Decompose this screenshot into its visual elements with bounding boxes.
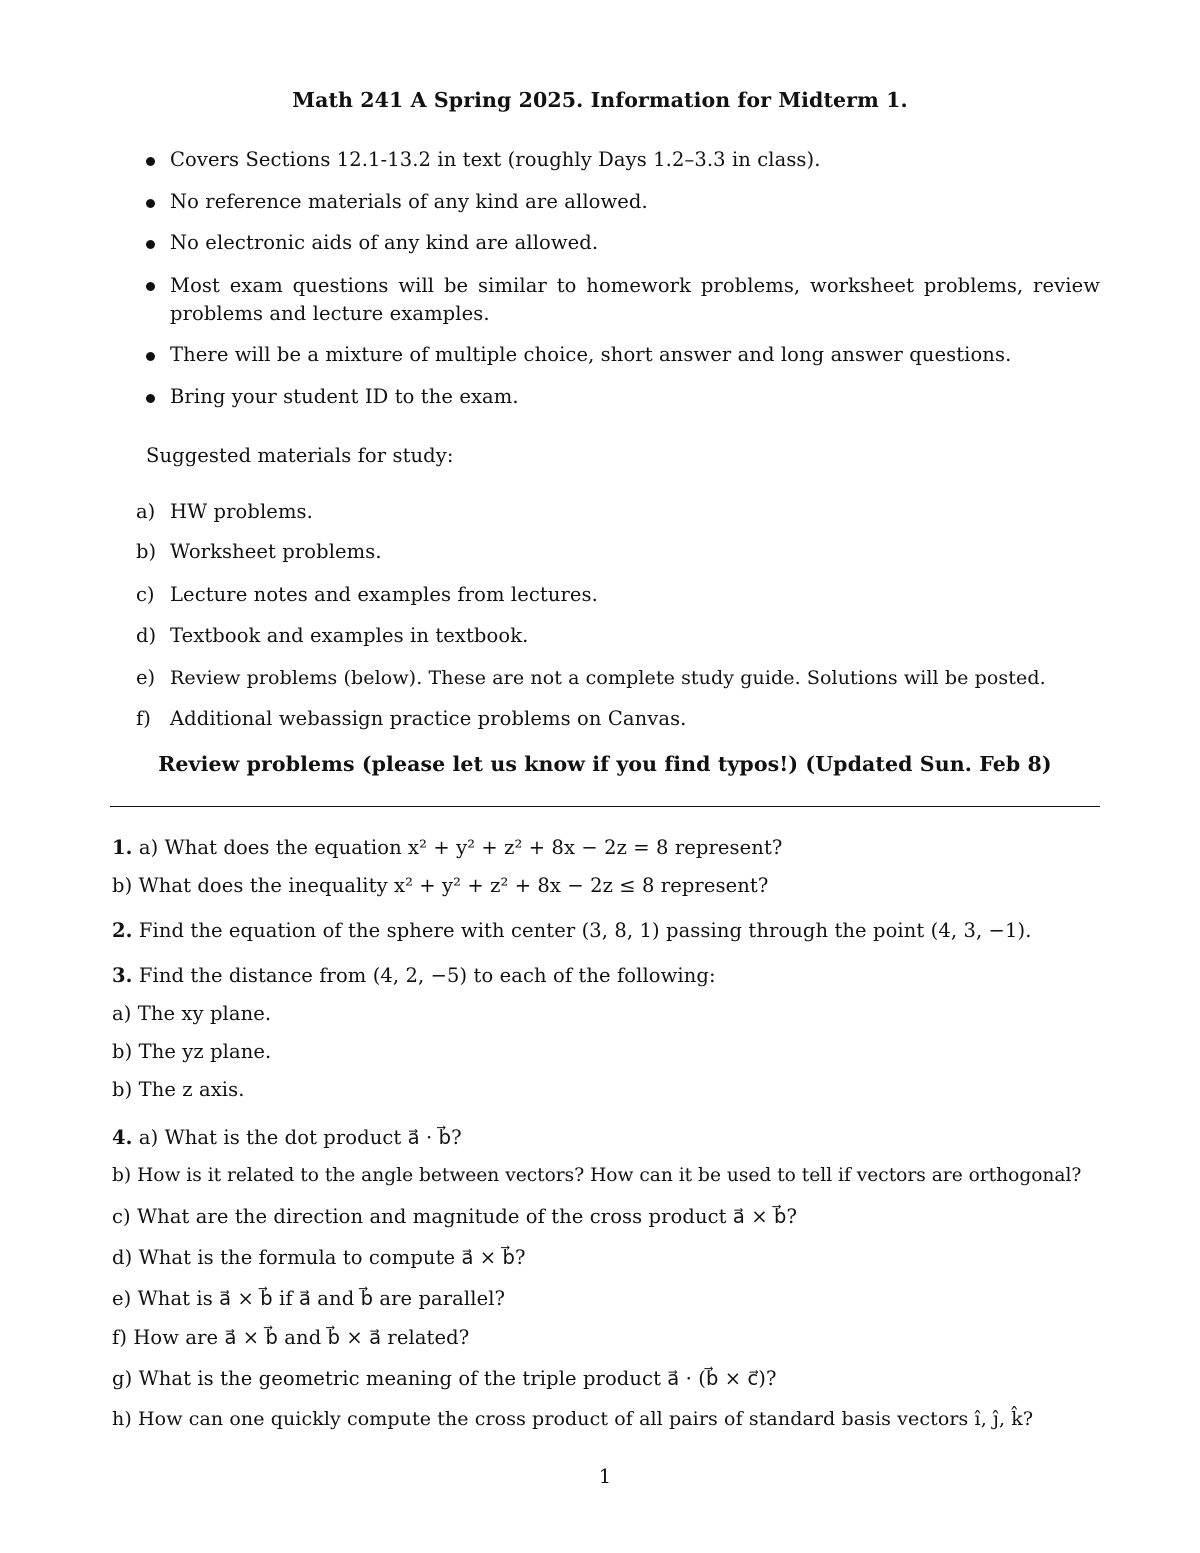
problem-number: 1. [112, 836, 133, 859]
list-item: Textbook and examples in textbook. [170, 624, 529, 647]
problem-part: h) How can one quickly compute the cross product of all pairs of standard basis vectors î, ĵ, k̂? [112, 1408, 1034, 1430]
problem-part: f) How are a⃗ × b⃗ and b⃗ × a⃗ related? [112, 1326, 470, 1349]
page-title: Math 241 A Spring 2025. Information for Midterm 1. [292, 88, 908, 112]
problem-part: g) What is the geometric meaning of the triple product a⃗ · (b⃗ × c⃗)? [112, 1367, 777, 1390]
list-item: No reference materials of any kind are allowed. [170, 190, 648, 213]
bullet-dot [146, 394, 155, 403]
bullet-dot [146, 240, 155, 249]
list-item: Worksheet problems. [170, 540, 382, 563]
list-item: Additional webassign practice problems on Canvas. [170, 707, 687, 730]
review-heading: Review problems (please let us know if you find typos!) (Updated Sun. Feb 8) [158, 752, 1052, 776]
problem-part: a) What does the equation x² + y² + z² + 8x − 2z = 8 represent? [138, 836, 783, 859]
problem-2 [112, 918, 1032, 944]
problem-line [112, 1125, 462, 1151]
list-item: There will be a mixture of multiple choice, short answer and long answer questions. [170, 343, 1012, 366]
bullet-dot [146, 282, 155, 291]
item-label: c) [136, 583, 155, 606]
problem-text: Find the equation of the sphere with center (3, 8, 1) passing through the point (4, 3, −1). [138, 919, 1032, 942]
problem-part: b) What does the inequality x² + y² + z² + 8x − 2z ≤ 8 represent? [112, 874, 769, 897]
problem-part: a) The xy plane. [112, 1002, 272, 1025]
problem-number: 2. [112, 919, 133, 942]
problem-part: c) What are the direction and magnitude of the cross product a⃗ × b⃗? [112, 1205, 798, 1228]
problem-part: b) How is it related to the angle between vectors? How can it be used to tell if vectors are orthogonal? [112, 1165, 1082, 1186]
problem-part: e) What is a⃗ × b⃗ if a⃗ and b⃗ are parallel? [112, 1287, 506, 1310]
bullet-dot [146, 157, 155, 166]
problem-line [112, 963, 716, 989]
divider [110, 806, 1100, 807]
list-item: Review problems (below). These are not a complete study guide. Solutions will be posted. [170, 667, 1046, 689]
problem-number: 3. [112, 964, 133, 987]
item-label: f) [136, 707, 151, 730]
list-item: Covers Sections 12.1-13.2 in text (roughly Days 1.2–3.3 in class). [170, 148, 821, 171]
list-item: Most exam questions will be similar to homework problems, worksheet problems, review problems and lecture examples. [170, 274, 1100, 325]
item-label: a) [136, 500, 156, 523]
list-item: No electronic aids of any kind are allowed. [170, 231, 599, 254]
list-item: Lecture notes and examples from lectures. [170, 583, 598, 606]
page-number: 1 [598, 1465, 612, 1488]
item-label: e) [136, 666, 156, 689]
problem-part: a) What is the dot product a⃗ · b⃗? [138, 1126, 462, 1149]
problem-part: d) What is the formula to compute a⃗ × b⃗? [112, 1246, 526, 1269]
list-item: Bring your student ID to the exam. [170, 385, 519, 408]
bullet-dot [146, 199, 155, 208]
study-intro: Suggested materials for study: [146, 444, 454, 467]
problem-part: b) The yz plane. [112, 1040, 272, 1063]
item-label: b) [136, 540, 157, 563]
list-item: HW problems. [170, 500, 313, 523]
problem-line [112, 835, 782, 861]
bullet-dot [146, 352, 155, 361]
item-label: d) [136, 624, 157, 647]
problem-part: b) The z axis. [112, 1078, 245, 1101]
problem-text: Find the distance from (4, 2, −5) to each of the following: [138, 964, 716, 987]
problem-number: 4. [112, 1126, 133, 1149]
